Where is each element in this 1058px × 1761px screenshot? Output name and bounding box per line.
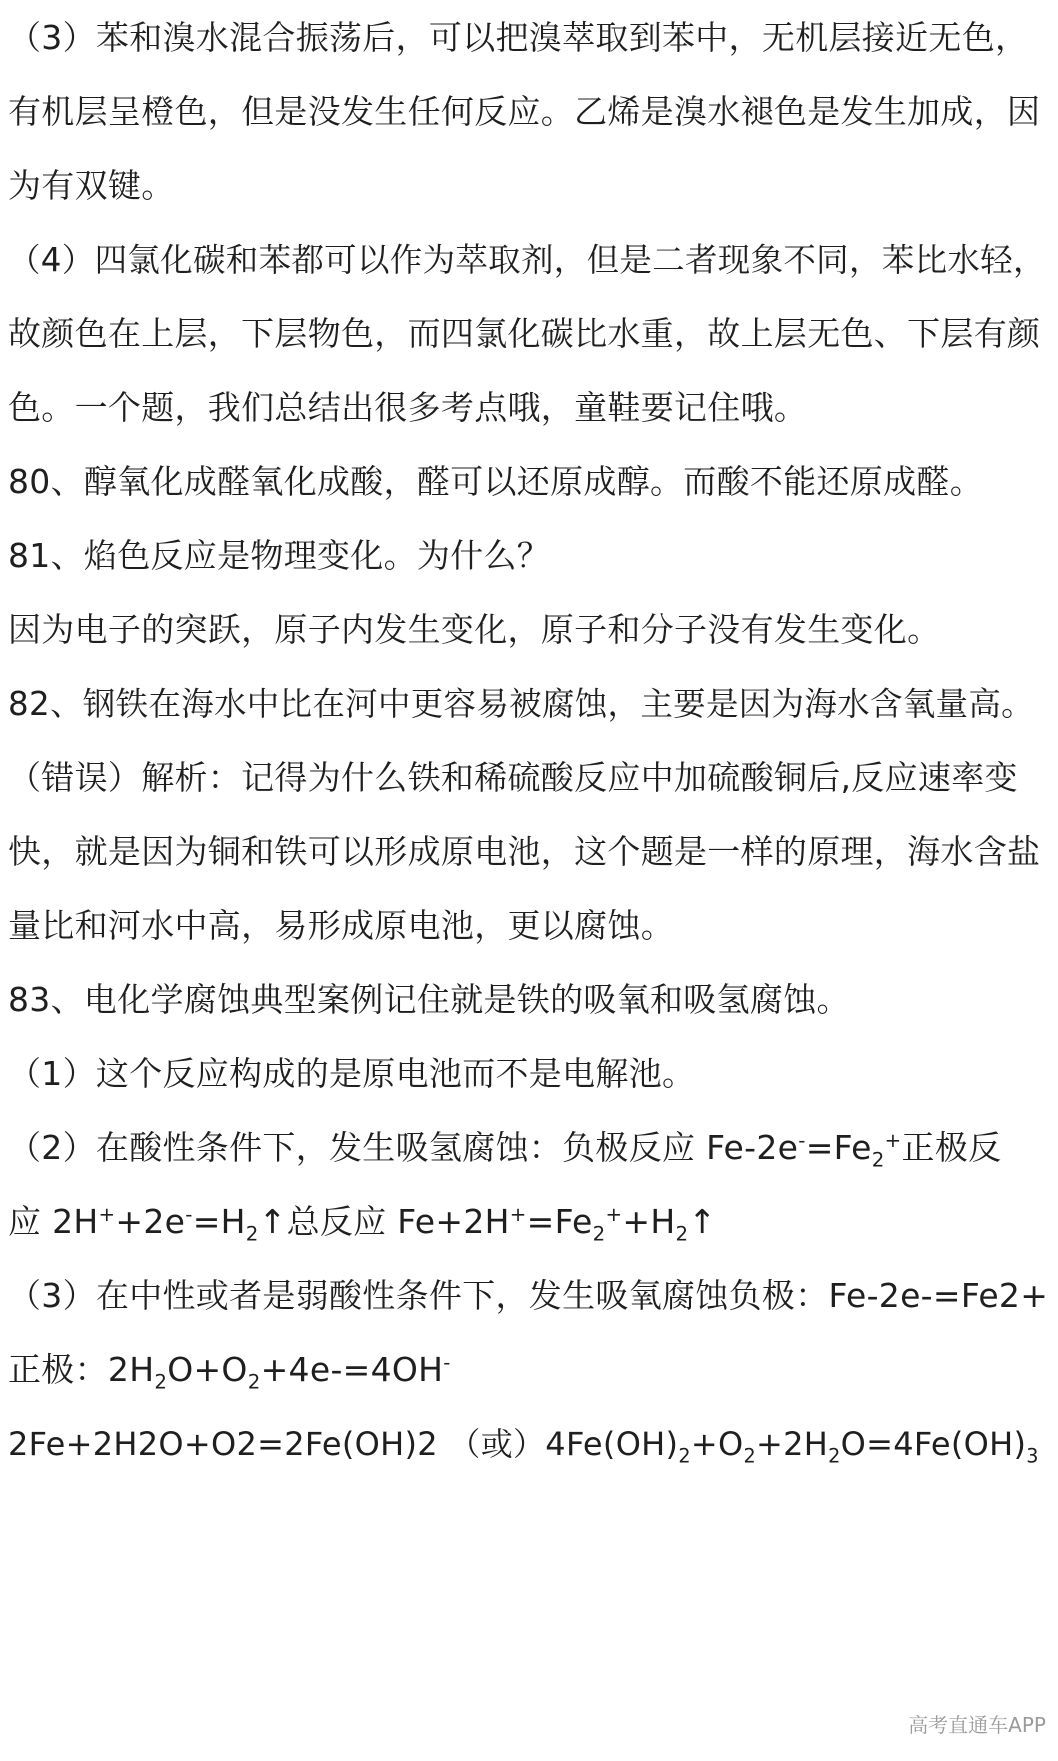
watermark-text: 高考直通车APP <box>908 1713 1046 1737</box>
superscript: - <box>443 1351 451 1374</box>
superscript: - <box>185 1203 193 1226</box>
text-segment: +O <box>690 1425 744 1463</box>
text-segment: 2Fe+2H2O+O2=2Fe(OH)2 （或）4Fe(OH) <box>8 1425 679 1463</box>
text-line: 因为电子的突跃，原子内发生变化，原子和分子没有发生变化。 <box>8 610 941 649</box>
subscript: 2 <box>675 1222 689 1246</box>
text-segment: 正极：2H <box>8 1350 155 1389</box>
superscript: + <box>884 1129 902 1152</box>
text-line: 83、电化学腐蚀典型案例记住就是铁的吸氧和吸氢腐蚀。 <box>8 980 850 1019</box>
text-line: 快，就是因为铜和铁可以形成原电池，这个题是一样的原理，海水含盐 <box>8 832 1041 871</box>
text-line: （3）苯和溴水混合振荡后，可以把溴萃取到苯中，无机层接近无色， <box>8 18 1029 57</box>
text-line-total-reaction <box>8 1424 1039 1468</box>
subscript: 2 <box>871 1148 885 1172</box>
text-segment: ↑ <box>688 1202 717 1241</box>
text-line: （4）四氯化碳和苯都可以作为萃取剂，但是二者现象不同，苯比水轻， <box>8 241 1046 279</box>
superscript: + <box>98 1203 116 1226</box>
subscript: 2 <box>678 1444 691 1468</box>
subscript: 2 <box>592 1222 606 1246</box>
subscript: 3 <box>1026 1444 1039 1468</box>
text-line-acid-corrosion <box>8 1128 1002 1172</box>
text-line: 81、焰色反应是物理变化。为什么？ <box>8 536 551 575</box>
text-segment: 正极反 <box>901 1128 1002 1167</box>
text-line-reaction <box>8 1202 717 1246</box>
text-segment: =Fe <box>805 1128 872 1167</box>
text-line: （错误）解析：记得为什么铁和稀硫酸反应中加硫酸铜后,反应速率变 <box>8 758 1018 797</box>
text-segment: =Fe <box>526 1202 593 1241</box>
subscript: 2 <box>743 1444 756 1468</box>
text-line: 故颜色在上层，下层物色，而四氯化碳比水重，故上层无色、下层有颜 <box>8 314 1041 353</box>
text-line: 有机层呈橙色，但是没发生任何反应。乙烯是溴水褪色是发生加成，因 <box>8 92 1041 131</box>
text-segment: +H <box>622 1202 676 1241</box>
text-segment: O+O <box>167 1350 248 1389</box>
text-line: 80、醇氧化成醛氧化成酸，醛可以还原成醇。而酸不能还原成醛。 <box>8 462 983 501</box>
subscript: 2 <box>828 1444 841 1468</box>
text-line: 为有双键。 <box>8 166 175 205</box>
text-segment: +4e-=4OH <box>260 1350 444 1389</box>
text-segment: ↑总反应 Fe+2H <box>258 1202 510 1241</box>
superscript: - <box>798 1129 806 1152</box>
text-segment: +2H <box>755 1425 829 1463</box>
text-segment: 应 2H <box>8 1202 99 1241</box>
text-line-positive-electrode <box>8 1350 451 1394</box>
superscript: + <box>605 1203 623 1226</box>
superscript: + <box>509 1203 527 1226</box>
text-line: 色。一个题，我们总结出很多考点哦，童鞋要记住哦。 <box>8 388 808 427</box>
text-segment: （2）在酸性条件下，发生吸氢腐蚀：负极反应 Fe-2e <box>8 1128 799 1167</box>
text-line: 82、钢铁在海水中比在河中更容易被腐蚀，主要是因为海水含氧量高。 <box>8 685 1034 723</box>
text-line: （3）在中性或者是弱酸性条件下，发生吸氧腐蚀负极：Fe-2e-=Fe2+ <box>8 1276 1049 1315</box>
subscript: 2 <box>247 1370 261 1394</box>
text-line: 量比和河水中高，易形成原电池，更以腐蚀。 <box>8 906 674 945</box>
text-segment: =H <box>192 1202 246 1241</box>
text-segment: O=4Fe(OH) <box>840 1425 1027 1463</box>
subscript: 2 <box>154 1370 168 1394</box>
text-segment: +2e <box>115 1202 186 1241</box>
subscript: 2 <box>245 1222 259 1246</box>
text-line: （1）这个反应构成的是原电池而不是电解池。 <box>8 1054 696 1093</box>
